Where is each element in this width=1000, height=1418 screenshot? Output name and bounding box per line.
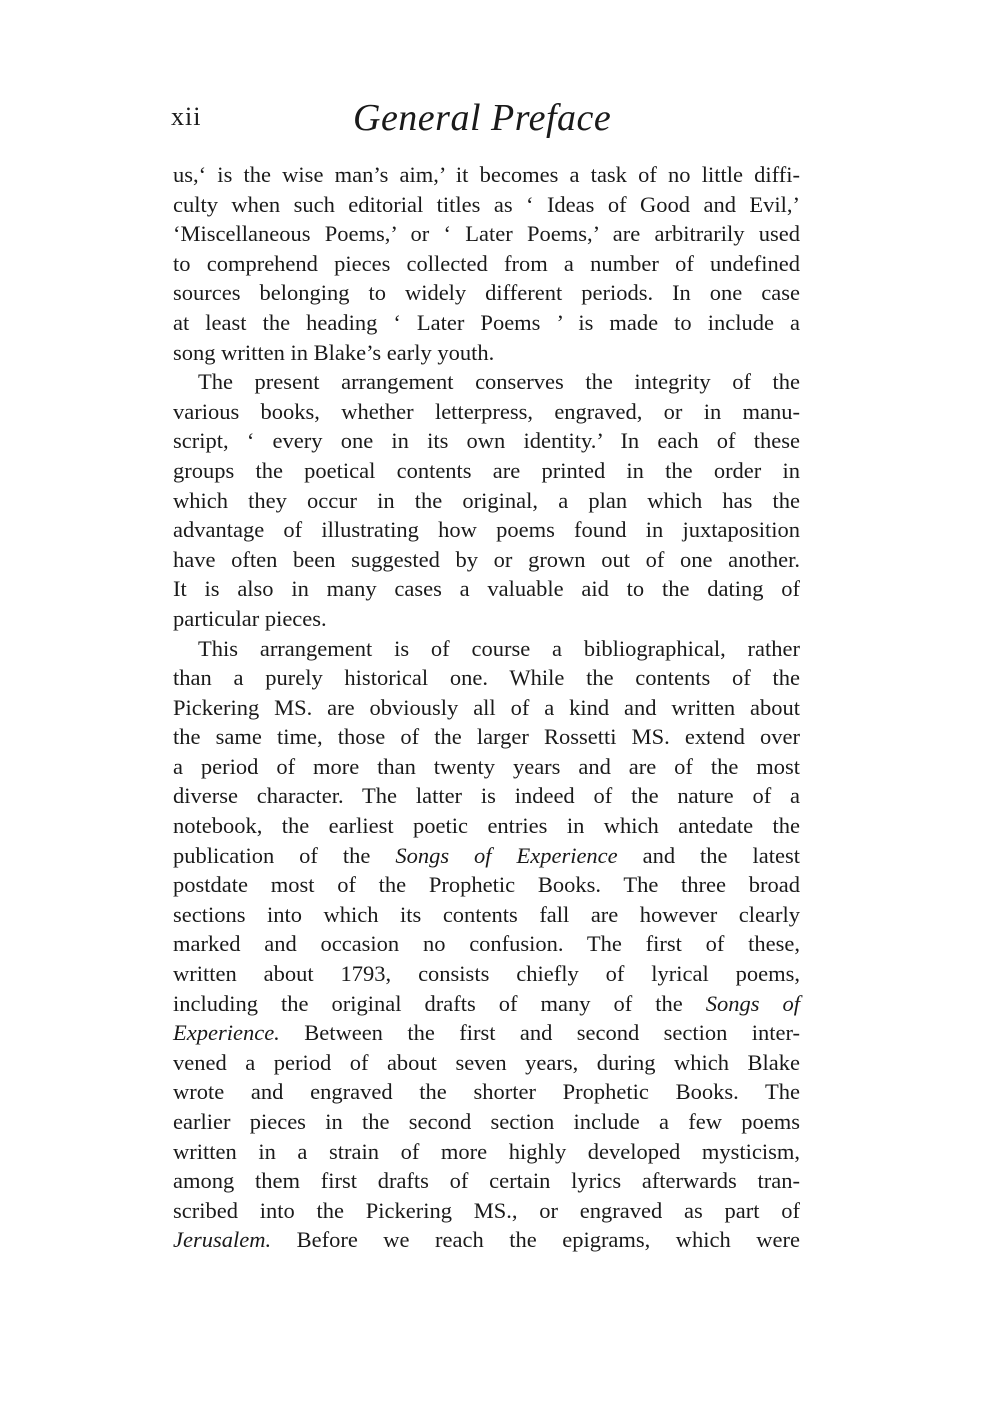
text-line: diverse character. The latter is indeed of the nature of a [173, 783, 800, 809]
text-line: vened a period of about seven years, during which Blake [173, 1049, 800, 1075]
text-line: culty when such editorial titles as ‘ Ideas of Good and Evil,’ [173, 191, 800, 217]
text-line: the same time, those of the larger Rossetti MS. extend over [173, 724, 800, 750]
text-line: It is also in many cases a valuable aid to the dating of [173, 576, 800, 602]
text-line: written in a strain of more highly developed mysticism, [173, 1138, 800, 1164]
italic-title: Jerusalem. [173, 1227, 272, 1253]
text-line: song written in Blake’s early youth. [173, 339, 495, 365]
text-line: Pickering MS. are obviously all of a kind and written about [173, 694, 800, 720]
text-line: This arrangement is of course a bibliographical, rather [198, 635, 800, 661]
text-line: to comprehend pieces collected from a number of undefined [173, 250, 800, 276]
text-run: including the original drafts of many of the [173, 990, 706, 1016]
text-line: sections into which its contents fall are however clearly [173, 901, 800, 927]
text-line: particular pieces. [173, 605, 327, 631]
text-line: earlier pieces in the second section include a few poems [173, 1109, 800, 1134]
text-run: Before we reach the epigrams, which were [271, 1227, 800, 1253]
text-line: have often been suggested by or grown out of one another. [173, 546, 800, 572]
text-line: marked and occasion no confusion. The first of these, [173, 931, 800, 957]
text-run: Between the first and second section inter- [279, 1020, 800, 1046]
text-line [173, 841, 800, 871]
text-line: script, ‘ every one in its own identity.’ In each of these [173, 428, 800, 454]
body-text [173, 160, 800, 1255]
text-line: scribed into the Pickering MS., or engraved as part of [173, 1197, 800, 1223]
text-line: written about 1793, consists chiefly of lyrical poems, [173, 961, 800, 987]
text-line: sources belonging to widely different periods. In one case [173, 280, 800, 306]
text-line [173, 1018, 800, 1048]
italic-title: Songs of [705, 990, 801, 1016]
text-line: at least the heading ‘ Later Poems ’ is made to include a [173, 309, 800, 335]
text-line [173, 1225, 800, 1255]
text-run: publication of the [173, 842, 396, 868]
text-line: The present arrangement conserves the integrity of the [198, 369, 800, 395]
text-line: than a purely historical one. While the contents of the [173, 665, 800, 691]
text-line: us,‘ is the wise man’s aim,’ it becomes a task of no little diffi- [173, 162, 800, 187]
italic-title: Songs of Experience [395, 842, 618, 868]
text-line: among them first drafts of certain lyrics afterwards tran- [173, 1168, 800, 1194]
text-line: wrote and engraved the shorter Prophetic Books. The [173, 1079, 800, 1105]
text-line: groups the poetical contents are printed in the order in [173, 457, 800, 483]
text-line: which they occur in the original, a plan which has the [173, 487, 800, 513]
text-line [173, 989, 800, 1019]
text-line: postdate most of the Prophetic Books. The three broad [173, 872, 800, 898]
italic-title: Experience. [173, 1020, 280, 1046]
text-run: and the latest [617, 842, 800, 868]
running-title: General Preface [353, 97, 612, 139]
text-line: ‘Miscellaneous Poems,’ or ‘ Later Poems,’ are arbitrarily used [173, 221, 800, 247]
page-number: xii [171, 102, 202, 131]
text-line: a period of more than twenty years and are of the most [173, 753, 800, 779]
text-line: various books, whether letterpress, engraved, or in manu- [173, 398, 800, 424]
text-line: notebook, the earliest poetic entries in which antedate the [173, 813, 800, 839]
text-line: advantage of illustrating how poems found in juxtaposition [173, 517, 800, 543]
